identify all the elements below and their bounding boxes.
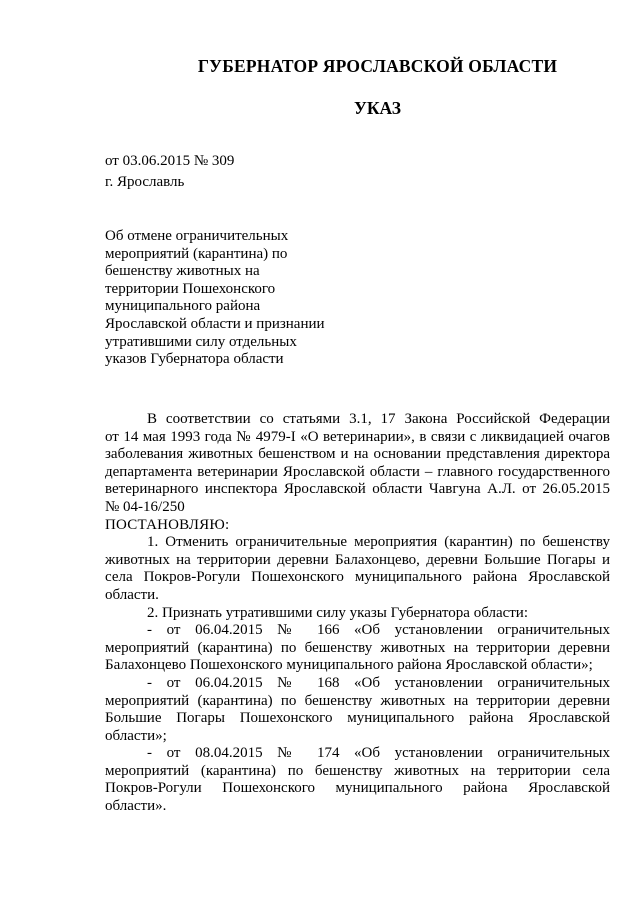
subitem-3-line: области». xyxy=(105,798,167,815)
subject-line: Об отмене ограничительных xyxy=(105,228,289,244)
subject-line: указов Губернатора области xyxy=(105,351,284,368)
document-type-heading: УКАЗ xyxy=(354,98,401,118)
item-1-line: села Покров-Рогули Пошехонского муниципального района Ярославской xyxy=(105,569,610,586)
place-line: г. Ярославль xyxy=(105,174,185,190)
item-1-line: 1. Отменить ограничительные мероприятия (карантин) по бешенству xyxy=(147,534,610,551)
item-1-line: области. xyxy=(105,586,159,603)
decree-body xyxy=(105,411,610,816)
preamble-line: № 04-16/250 xyxy=(105,498,185,515)
preamble-line: департамента ветеринарии Ярославской области – главного государственного xyxy=(105,463,610,480)
item-1-line: животных на территории деревни Балахонцево, деревни Большие Погары и xyxy=(105,551,610,568)
decree-word: ПОСТАНОВЛЯЮ: xyxy=(105,516,230,533)
subitem-3-line: мероприятий (карантина) по бешенству животных на территории села xyxy=(105,762,610,779)
preamble-line: заболевания животных бешенством и на основании представления директора xyxy=(105,446,610,463)
subject-line: Ярославской области и признании xyxy=(105,315,325,332)
subject-line: мероприятий (карантина) по xyxy=(105,245,288,262)
subitem-1-line: - от 06.04.2015 № 166 «Об установлении ограничительных xyxy=(147,622,610,639)
subitem-2-line: - от 06.04.2015 № 168 «Об установлении ограничительных xyxy=(147,674,610,691)
date-number-line: от 03.06.2015 № 309 xyxy=(105,153,235,169)
subitem-3-line: - от 08.04.2015 № 174 «Об установлении ограничительных xyxy=(147,745,610,762)
subitem-1-line: Балахонцево Пошехонского муниципального района Ярославской области»; xyxy=(105,657,593,674)
subject-line: территории Пошехонского xyxy=(105,280,276,297)
decree-subject xyxy=(105,228,345,369)
subitem-3-line: Покров-Рогули Пошехонского муниципального района Ярославской xyxy=(105,780,610,797)
subitem-2-line: Большие Погары Пошехонского муниципального района Ярославской xyxy=(105,710,610,727)
subject-line: муниципального района xyxy=(105,298,261,315)
subitem-1-line: мероприятий (карантина) по бешенству животных на территории деревни xyxy=(105,639,610,656)
subitem-2-line: области»; xyxy=(105,727,167,744)
preamble-line: В соответствии со статьями 3.1, 17 Закона Российской Федерации xyxy=(147,411,610,427)
item-2-line: 2. Признать утратившими силу указы Губернатора области: xyxy=(147,604,529,621)
preamble-line: ветеринарного инспектора Ярославской области Чавгуна А.Л. от 26.05.2015 xyxy=(105,481,610,498)
authority-heading: ГУБЕРНАТОР ЯРОСЛАВСКОЙ ОБЛАСТИ xyxy=(197,56,558,76)
subject-line: бешенству животных на xyxy=(105,263,260,280)
subject-line: утратившими силу отдельных xyxy=(105,333,297,350)
subitem-2-line: мероприятий (карантина) по бешенству животных на территории деревни xyxy=(105,692,610,709)
preamble-line: от 14 мая 1993 года № 4979-I «О ветеринарии», в связи с ликвидацией очагов xyxy=(105,428,610,445)
